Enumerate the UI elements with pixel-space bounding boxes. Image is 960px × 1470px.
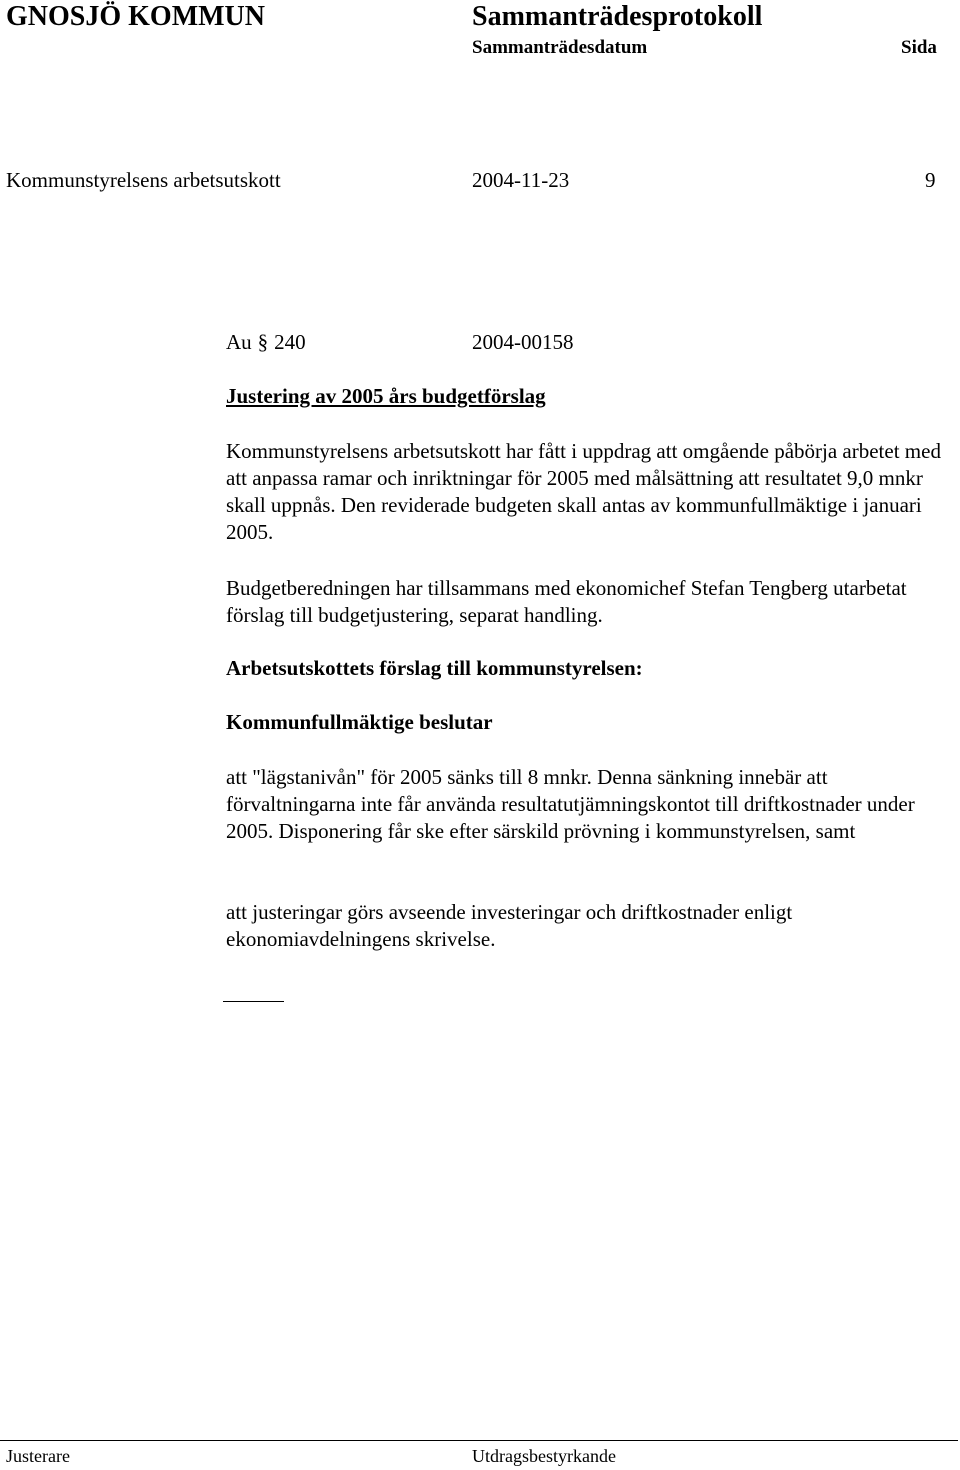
proposal-heading: Arbetsutskottets förslag till kommunstyrelsen: (226, 656, 643, 680)
meeting-date-label: Sammanträdesdatum (472, 37, 648, 58)
footer-adjuster-label: Justerare (6, 1446, 70, 1466)
committee-name: Kommunstyrelsens arbetsutskott (6, 168, 281, 192)
decision-item-level: att "lägstanivån" för 2005 sänks till 8 mnkr. Denna sänkning innebär att förvaltningarna inte får använda resultatutjämningskontot till driftkostnader under 2005. Disponering får ske efter särskild prövning i kommunstyrelsen, samt (226, 765, 915, 843)
case-number: 2004-00158 (472, 330, 574, 354)
body-paragraph-assignment: Kommunstyrelsens arbetsutskott har fått i uppdrag att omgående påbörja arbetet med att anpassa ramar och inriktningar för 2005 med målsättning att resultatet 9,0 mnkr skall uppnås. Den reviderade budgeten skall antas av kommunfullmäktige i januari 2005. (226, 439, 941, 544)
document-type: Sammanträdesprotokoll (472, 1, 763, 32)
section-prefix: Au (226, 330, 252, 354)
organization-name: GNOSJÖ KOMMUN (6, 1, 265, 32)
section-number: 240 (274, 330, 306, 354)
page-label: Sida (901, 37, 937, 58)
meeting-date: 2004-11-23 (472, 168, 570, 192)
section-title: Justering av 2005 års budgetförslag (226, 384, 546, 408)
decision-heading: Kommunfullmäktige beslutar (226, 710, 493, 734)
page-number: 9 (925, 168, 936, 192)
decision-item-adjustments: att justeringar görs avseende investeringar och driftkostnader enligt ekonomiavdelningens skrivelse. (226, 900, 793, 951)
section-symbol: § (257, 330, 269, 354)
end-of-section-line (223, 1001, 284, 1002)
footer-certification-label: Utdragsbestyrkande (472, 1446, 616, 1466)
footer-divider (0, 1440, 958, 1441)
body-paragraph-budget-committee: Budgetberedningen har tillsammans med ekonomichef Stefan Tengberg utarbetat förslag till budgetjustering, separat handling. (226, 576, 907, 627)
section-reference (226, 330, 306, 355)
